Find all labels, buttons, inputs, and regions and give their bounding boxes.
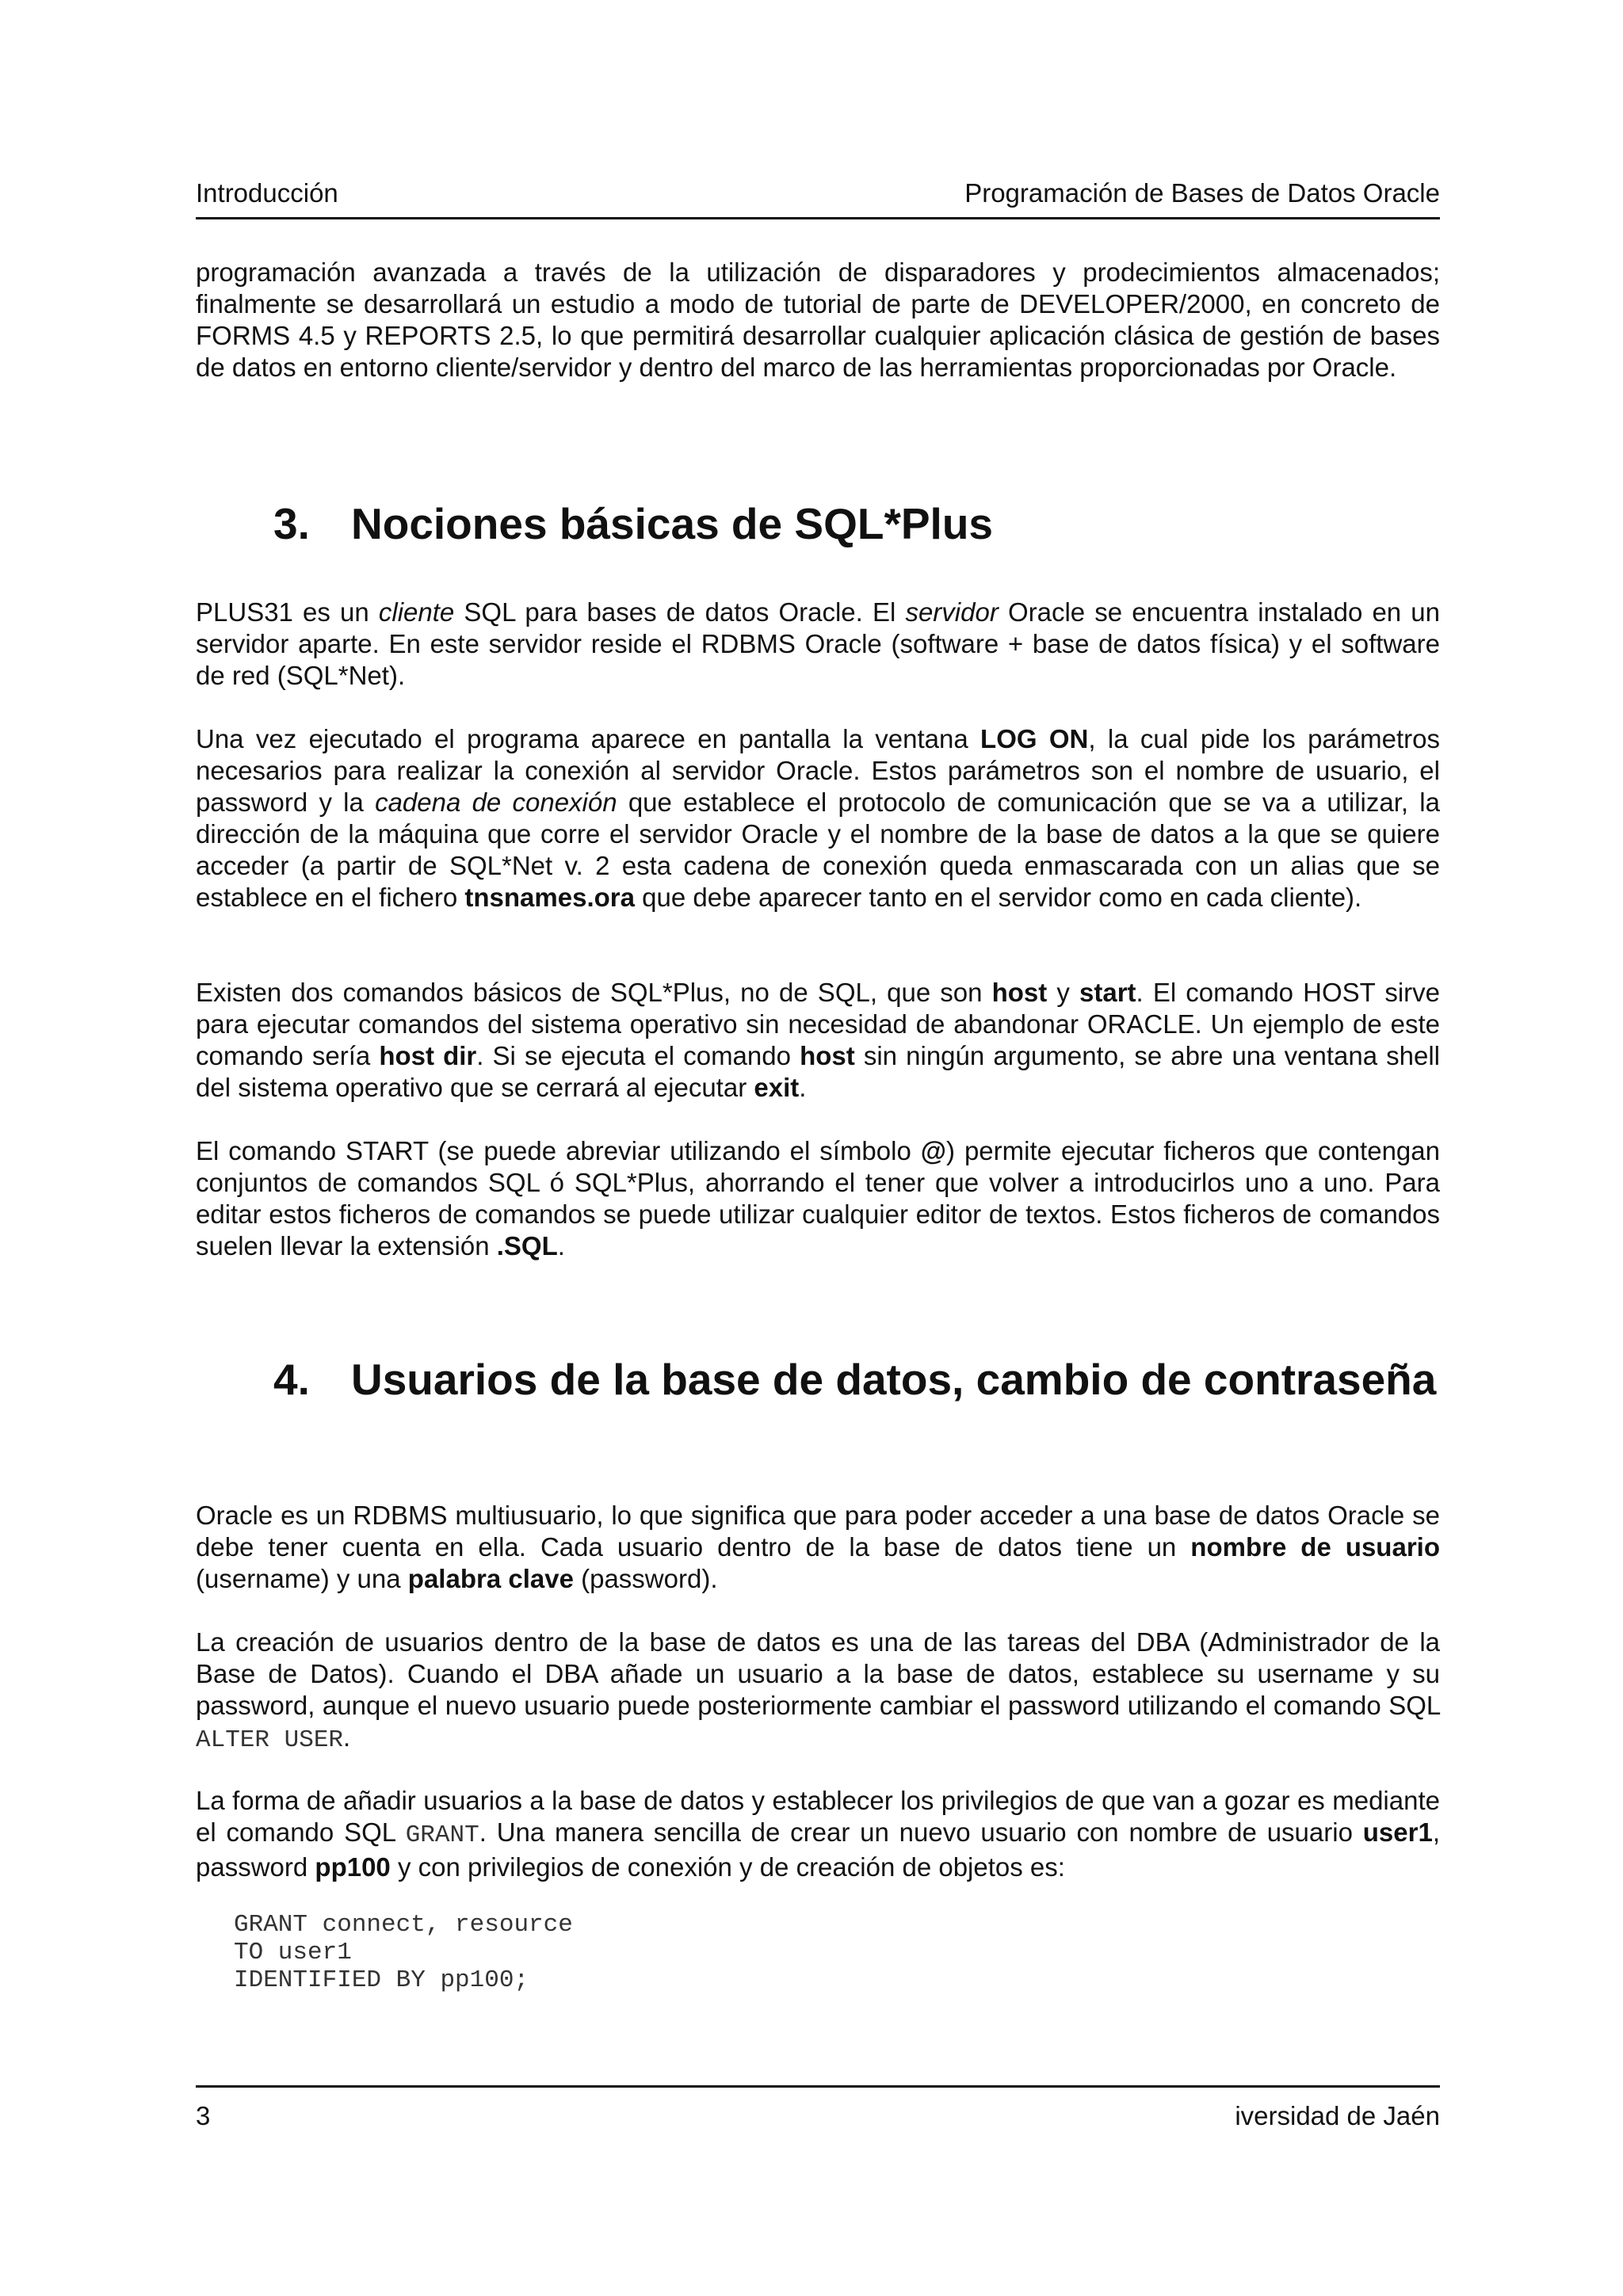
section-4-paragraph-3: La forma de añadir usuarios a la base de datos y establecer los privilegios de que van a gozar es mediante el comando SQL GRANT. Una manera sencilla de crear un nuevo usuario con nombre de usuario user1, password pp100 y con privilegios de conexión y de creación de objetos es:: [196, 1786, 1440, 1882]
page-footer: [196, 2085, 1440, 2130]
header-book-title: Programación de Bases de Datos Oracle: [964, 178, 1440, 208]
intro-paragraph: programación avanzada a través de la utilización de disparadores y prodecimientos almacenados; finalmente se desarrollará un estudio a modo de tutorial de parte de DEVELOPER/2000, en concreto de FORMS 4.5 y REPORTS 2.5, lo que permitirá desarrollar cualquier aplicación clásica de gestión de bases de datos en entorno cliente/servidor y dentro del marco de las herramientas proporcionadas por Oracle.: [196, 257, 1440, 382]
section-3-heading: [273, 499, 1440, 548]
section-3-paragraph-3: Existen dos comandos básicos de SQL*Plus, no de SQL, que son host y start. El comando HOST sirve para ejecutar comandos del sistema operativo sin necesidad de abandonar ORACLE. Un ejemplo de este comando sería host dir. Si se ejecuta el comando host sin ningún argumento, se abre una ventana shell del sistema operativo que se cerrará al ejecutar exit.: [196, 978, 1441, 1102]
page-number: 3: [196, 2101, 211, 2130]
section-3-paragraph-1: PLUS31 es un cliente SQL para bases de datos Oracle. El servidor Oracle se encuentra instalado en un servidor aparte. En este servidor reside el RDBMS Oracle (software + base de datos física) y el software de red (SQL*Net).: [196, 597, 1440, 690]
section-4-number: 4.: [273, 1355, 310, 1404]
section-3-title: Nociones básicas de SQL*Plus: [351, 499, 994, 548]
section-4-paragraph-1: Oracle es un RDBMS multiusuario, lo que significa que para poder acceder a una base de datos Oracle se debe tener cuenta en ella. Cada usuario dentro de la base de datos tiene un nombre de usuario (username) y una palabra clave (password).: [196, 1501, 1440, 1593]
code-block-grant: GRANT connect, resource TO user1 IDENTIFIED BY pp100;: [234, 1911, 573, 1994]
header-chapter: Introducción: [196, 178, 338, 208]
section-3-paragraph-4: El comando START (se puede abreviar utilizando el símbolo @) permite ejecutar ficheros que contengan conjuntos de comandos SQL ó SQL*Plus, ahorrando el tener que volver a introducirlos uno a uno. Para editar estos ficheros de comandos se puede utilizar cualquier editor de textos. Estos ficheros de comandos suelen llevar la extensión .SQL.: [196, 1136, 1440, 1261]
footer-institution: iversidad de Jaén: [1235, 2101, 1440, 2130]
inline-code-grant: GRANT: [405, 1821, 479, 1849]
inline-code-alter-user: ALTER USER: [196, 1726, 344, 1754]
section-4-heading: [273, 1355, 1440, 1404]
section-3-paragraph-2: Una vez ejecutado el programa aparece en pantalla la ventana LOG ON, la cual pide los parámetros necesarios para realizar la conexión al servidor Oracle. Estos parámetros son el nombre de usuario, el password y la cadena de conexión que establece el protocolo de comunicación que se va a utilizar, la dirección de la máquina que corre el servidor Oracle y el nombre de la base de datos a la que se quiere acceder (a partir de SQL*Net v. 2 esta cadena de conexión queda enmascarada con un alias que se establece en el fichero tnsnames.ora que debe aparecer tanto en el servidor como en cada cliente).: [196, 724, 1440, 912]
section-3-number: 3.: [273, 499, 310, 548]
document-page: [196, 0, 1440, 2296]
page-header: [196, 176, 1440, 219]
section-4-title: Usuarios de la base de datos, cambio de contraseña: [351, 1355, 1437, 1404]
section-4-paragraph-2: La creación de usuarios dentro de la base de datos es una de las tareas del DBA (Administrador de la Base de Datos). Cuando el DBA añade un usuario a la base de datos, establece su username y su password, aunque el nuevo usuario puede posteriormente cambiar el password utilizando el comando SQL ALTER USER.: [196, 1627, 1440, 1754]
